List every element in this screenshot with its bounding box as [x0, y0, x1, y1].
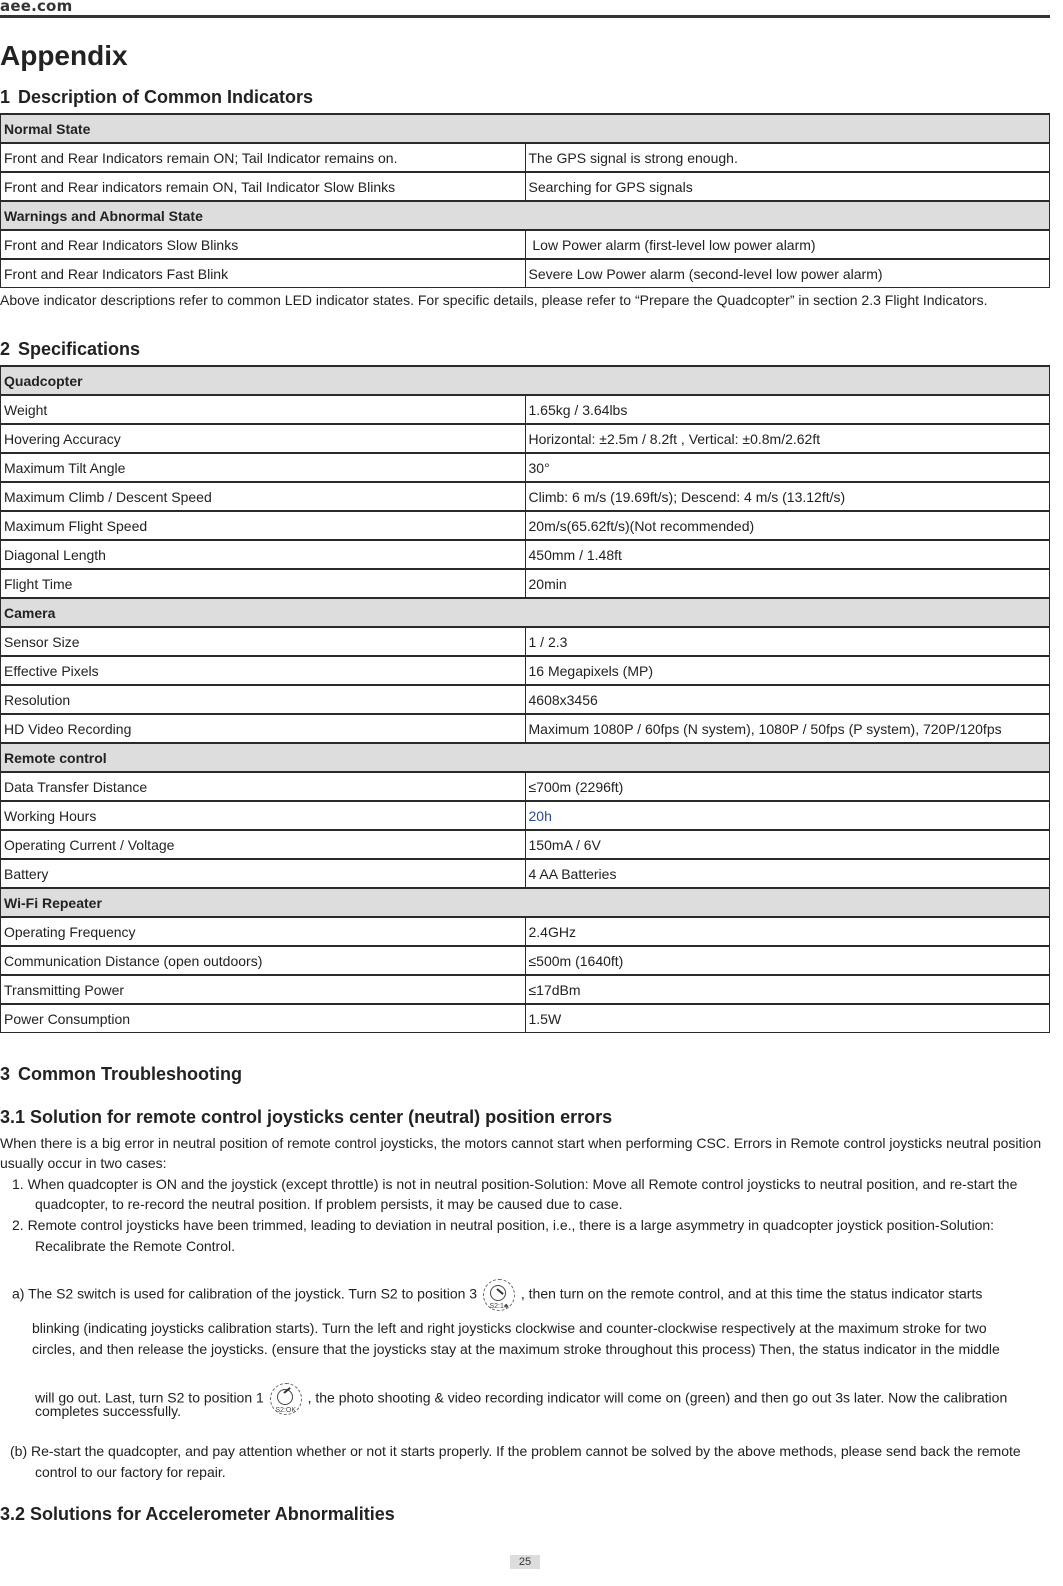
spec-value: 20m/s(65.62ft/s)(Not recommended)	[525, 511, 1050, 540]
s31-intro: When there is a big error in neutral position of remote control joysticks, the motors cannot start when performing CSC. Errors in Remote control joysticks neutral position usually occur in two cases:	[0, 1135, 1042, 1171]
subsection-heading-3-1: 3.1 Solution for remote control joysticks center (neutral) position errors	[0, 1107, 613, 1127]
spec-value: 150mA / 6V	[525, 830, 1050, 859]
spec-name: Working Hours	[1, 801, 526, 830]
table-row	[1, 143, 1050, 172]
table-row	[1, 482, 1050, 511]
section-heading-indicators	[0, 87, 313, 108]
spec-name: Resolution	[1, 685, 526, 714]
s2-dial-position1-icon	[270, 1383, 302, 1415]
table-row	[1, 656, 1050, 685]
table-cell: Searching for GPS signals	[525, 172, 1050, 201]
spec-value: ≤17dBm	[525, 975, 1050, 1004]
spec-value: Maximum 1080P / 60fps (N system), 1080P / 50fps (P system), 720P/120fps	[525, 714, 1050, 743]
step-a-line1	[12, 1279, 982, 1311]
table-section-row	[1, 114, 1050, 143]
spec-value: 1 / 2.3	[525, 627, 1050, 656]
page-title: Appendix	[0, 40, 128, 71]
spec-value: 20h	[525, 801, 1050, 830]
spec-name: Data Transfer Distance	[1, 772, 526, 801]
table-cell: Severe Low Power alarm (second-level low power alarm)	[525, 259, 1050, 288]
section-label: Quadcopter	[1, 366, 1050, 395]
table-row	[1, 772, 1050, 801]
section-number: 1	[0, 87, 11, 107]
step-b-line2: control to our factory for repair.	[35, 1464, 226, 1480]
section-number: 3	[0, 1064, 11, 1084]
table-section-row	[1, 201, 1050, 230]
spec-value: 1.65kg / 3.64lbs	[525, 395, 1050, 424]
table-section-row	[1, 366, 1050, 395]
s31-item1-line1: 1. When quadcopter is ON and the joystick (except throttle) is not in neutral position-Solution: Move all Remote control joysticks to neutral position, and re-start the	[12, 1176, 1018, 1192]
table-row	[1, 511, 1050, 540]
spec-value: 4 AA Batteries	[525, 859, 1050, 888]
section-label: Remote control	[1, 743, 1050, 772]
section-number: 2	[0, 339, 11, 359]
section-label: Wi-Fi Repeater	[1, 888, 1050, 917]
s31-item2-line2: Recalibrate the Remote Control.	[35, 1238, 235, 1254]
section-label: Camera	[1, 598, 1050, 627]
spec-value: 4608x3456	[525, 685, 1050, 714]
table-section-row	[1, 598, 1050, 627]
table-row	[1, 569, 1050, 598]
step-a-text-post: , then turn on the remote control, and at this time the status indicator starts	[520, 1285, 983, 1302]
dial-label: S2:1♣	[489, 1303, 509, 1310]
table-row	[1, 172, 1050, 201]
s2-dial-position3-icon	[483, 1279, 515, 1311]
table-row	[1, 453, 1050, 482]
dial-label: S2:OK	[275, 1407, 297, 1414]
section-label: Normal State	[1, 114, 1050, 143]
spec-value: 16 Megapixels (MP)	[525, 656, 1050, 685]
spec-name: Weight	[1, 395, 526, 424]
spec-name: Operating Frequency	[1, 917, 526, 946]
header-rule	[0, 15, 1050, 18]
section-heading-specs	[0, 339, 140, 360]
section-title: Common Troubleshooting	[18, 1064, 242, 1084]
table-row	[1, 627, 1050, 656]
table-cell: Front and Rear Indicators Slow Blinks	[1, 230, 526, 259]
spec-name: Maximum Tilt Angle	[1, 453, 526, 482]
table-cell: Front and Rear Indicators Fast Blink	[1, 259, 526, 288]
spec-name: Flight Time	[1, 569, 526, 598]
spec-value: 1.5W	[525, 1004, 1050, 1033]
step-a-line2: blinking (indicating joysticks calibration starts). Turn the left and right joysticks clockwise and counter-clockwise respectively at the maximum stroke for two	[32, 1320, 987, 1336]
table-row	[1, 230, 1050, 259]
brand-logo: aee.com	[0, 0, 73, 15]
table-row	[1, 859, 1050, 888]
spec-value: Climb: 6 m/s (19.69ft/s); Descend: 4 m/s (13.12ft/s)	[525, 482, 1050, 511]
section-label: Warnings and Abnormal State	[1, 201, 1050, 230]
spec-name: Diagonal Length	[1, 540, 526, 569]
spec-value: Horizontal: ±2.5m / 8.2ft , Vertical: ±0.8m/2.62ft	[525, 424, 1050, 453]
spec-name: Effective Pixels	[1, 656, 526, 685]
spec-value: ≤700m (2296ft)	[525, 772, 1050, 801]
spec-name: Communication Distance (open outdoors)	[1, 946, 526, 975]
table-row	[1, 975, 1050, 1004]
indicators-table	[0, 113, 1050, 288]
indicators-note: Above indicator descriptions refer to common LED indicator states. For specific details, please refer to “Prepare the Quadcopter” in section 2.3 Flight Indicators.	[0, 292, 988, 308]
table-row	[1, 917, 1050, 946]
section-title: Specifications	[18, 339, 141, 359]
s31-item1-line2: quadcopter, to re-record the neutral position. If problem persists, it may be caused due to case.	[35, 1196, 623, 1212]
table-row	[1, 685, 1050, 714]
s31-item2-line1: 2. Remote control joysticks have been trimmed, leading to deviation in neutral position, i.e., there is a large asymmetry in quadcopter joystick position-Solution:	[12, 1217, 995, 1233]
table-row	[1, 424, 1050, 453]
spec-value: 450mm / 1.48ft	[525, 540, 1050, 569]
spec-name: Hovering Accuracy	[1, 424, 526, 453]
spec-value: 20min	[525, 569, 1050, 598]
table-cell: Front and Rear Indicators remain ON; Tail Indicator remains on.	[1, 143, 526, 172]
table-cell: The GPS signal is strong enough.	[525, 143, 1050, 172]
table-row	[1, 1004, 1050, 1033]
table-row	[1, 259, 1050, 288]
table-section-row	[1, 743, 1050, 772]
table-cell: Low Power alarm (first-level low power alarm)	[525, 230, 1050, 259]
table-row	[1, 395, 1050, 424]
spec-name: Operating Current / Voltage	[1, 830, 526, 859]
step-a-line3: circles, and then release the joysticks. (ensure that the joysticks stay at the maximum stroke throughout this process) Then, the status indicator in the middle	[32, 1341, 1000, 1357]
spec-name: Sensor Size	[1, 627, 526, 656]
spec-name: Transmitting Power	[1, 975, 526, 1004]
subsection-heading-3-2: 3.2 Solutions for Accelerometer Abnormalities	[0, 1504, 395, 1524]
page-number: 25	[510, 1555, 540, 1569]
section-title: Description of Common Indicators	[18, 87, 314, 107]
table-cell: Front and Rear indicators remain ON, Tail Indicator Slow Blinks	[1, 172, 526, 201]
table-row	[1, 946, 1050, 975]
table-row	[1, 540, 1050, 569]
spec-name: HD Video Recording	[1, 714, 526, 743]
step-b-line1: (b) Re-start the quadcopter, and pay attention whether or not it starts properly. If the problem cannot be solved by the above methods, please send back the remote	[10, 1443, 1021, 1459]
spec-name: Maximum Climb / Descent Speed	[1, 482, 526, 511]
specifications-table	[0, 365, 1050, 1033]
spec-name: Power Consumption	[1, 1004, 526, 1033]
spec-value: 30°	[525, 453, 1050, 482]
table-row	[1, 830, 1050, 859]
step-a-line5: completes successfully.	[35, 1403, 182, 1419]
step-a-text-pre: a) The S2 switch is used for calibration of the joystick. Turn S2 to position 3	[12, 1285, 478, 1302]
spec-name: Battery	[1, 859, 526, 888]
table-row	[1, 801, 1050, 830]
table-row	[1, 714, 1050, 743]
table-section-row	[1, 888, 1050, 917]
section-heading-troubleshooting	[0, 1064, 242, 1085]
step-a-text-post: , the photo shooting & video recording indicator will come on (green) and then go out 3s later. Now the calibration	[307, 1389, 1008, 1406]
step-a-text-pre: will go out. Last, turn S2 to position 1	[35, 1389, 264, 1406]
spec-value: 2.4GHz	[525, 917, 1050, 946]
spec-name: Maximum Flight Speed	[1, 511, 526, 540]
spec-value: ≤500m (1640ft)	[525, 946, 1050, 975]
